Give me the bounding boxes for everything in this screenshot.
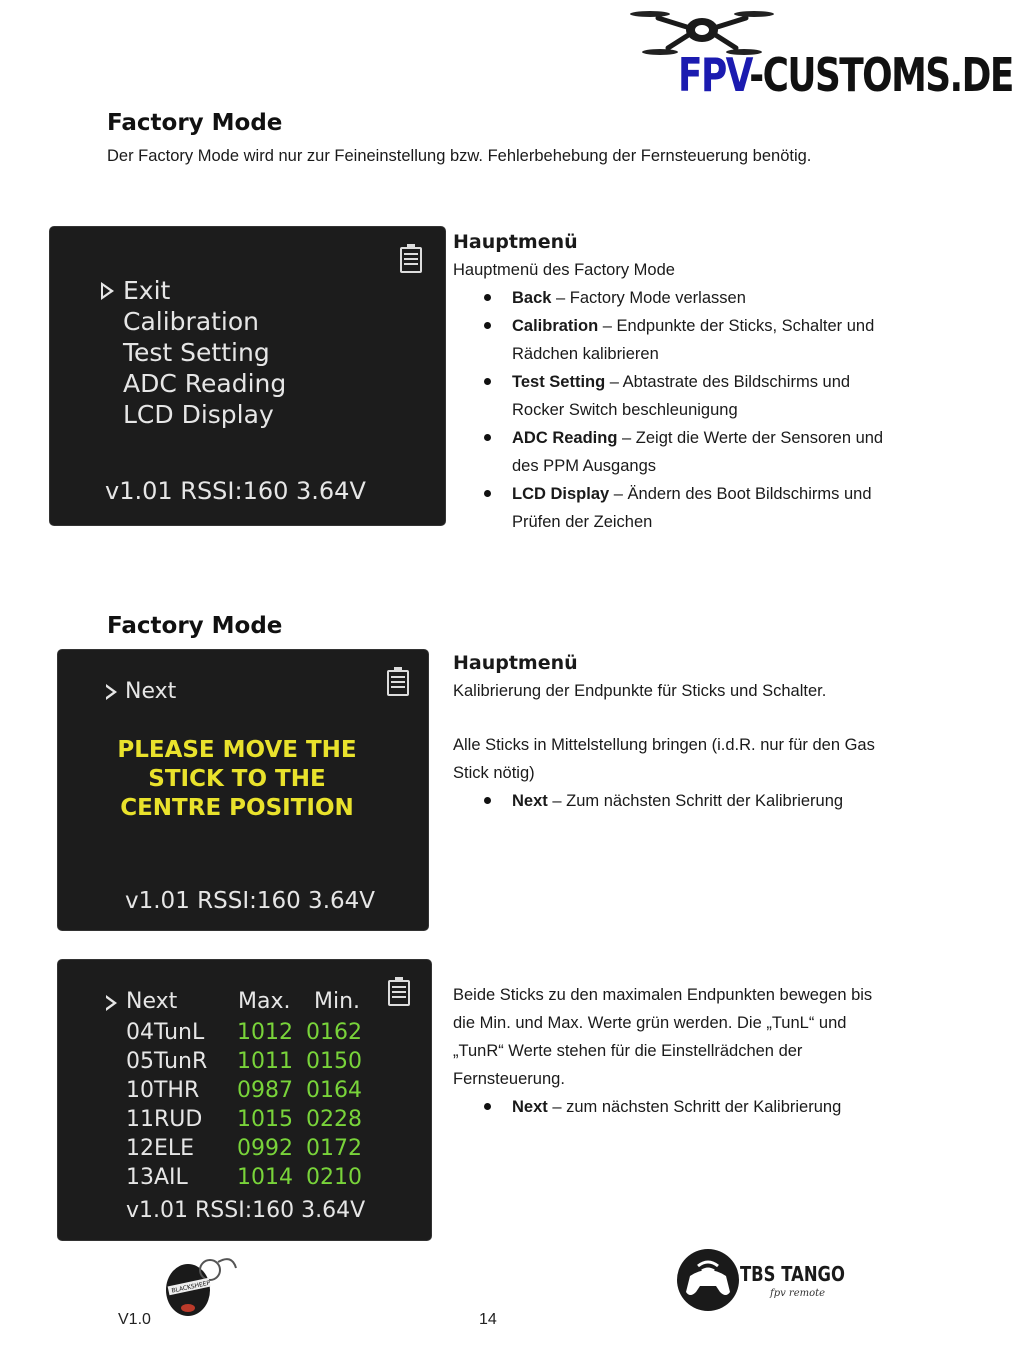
sheep-icon [150,1248,245,1328]
intro-text: Der Factory Mode wird nur zur Feineinstellung bzw. Fehlerbehebung der Fernsteuerung benötig. [107,147,812,165]
list-item: Test Setting – Abtastrate des Bildschirms und Rocker Switch beschleunigung [453,368,893,424]
min-value: 0150 [306,1049,362,1074]
subheading: Hauptmenü [453,231,578,253]
list-item: Calibration – Endpunkte der Sticks, Schalter und Rädchen kalibrieren [453,312,893,368]
channel-name: 05TunR [126,1049,208,1074]
lcd-min-values [306,1018,362,1192]
lcd-next: Next [125,679,177,704]
battery-icon [388,977,410,1005]
max-value: 0987 [237,1078,293,1103]
endpoint-description [453,981,893,1121]
section-title: Factory Mode [107,613,283,639]
paragraph: Alle Sticks in Mittelstellung bringen (i.d.R. nur für den Gas Stick nötig) [453,736,875,782]
tbs-title: TBS TANGO [740,1262,845,1286]
selection-arrow-icon [106,995,117,1011]
channel-name: 10THR [126,1078,200,1103]
lcd-header-max: Max. [238,989,291,1014]
lcd-max-values [237,1018,293,1192]
min-value: 0162 [306,1020,362,1045]
bullet-list [453,1093,893,1121]
tbs-subtitle: fpv remote [770,1288,826,1299]
page-number: 14 [479,1311,497,1328]
lcd-screen-main-menu [50,227,445,525]
lcd-menu-item: ADC Reading [123,369,287,398]
tbs-tango-logo [676,1246,846,1316]
lcd-menu-item: LCD Display [123,400,274,429]
min-value: 0228 [306,1107,362,1132]
min-value: 0210 [306,1165,362,1190]
lcd-header-min: Min. [314,989,361,1014]
lcd-menu-item: Test Setting [123,338,270,367]
lcd-channel-names [126,1018,207,1192]
main-menu-description [453,228,893,536]
subtitle: Hauptmenü des Factory Mode [453,261,675,279]
channel-name: 11RUD [126,1107,203,1132]
max-value: 0992 [237,1136,293,1161]
paragraph: Kalibrierung der Endpunkte für Sticks und Schalter. [453,682,827,700]
paragraph: Beide Sticks zu den maximalen Endpunkten bewegen bis die Min. und Max. Werte grün werden. Die „TunL“ und „TunR“ Werte stehen für die Einstellrädchen der Fernsteuerung. [453,986,873,1088]
lcd-status-line: v1.01 RSSI:160 3.64V [126,1198,366,1223]
max-value: 1015 [237,1107,293,1132]
subheading: Hauptmenü [453,652,578,674]
version-label: V1.0 [118,1311,151,1328]
max-value: 1014 [237,1165,293,1190]
battery-icon [400,244,422,272]
selection-arrow-icon [101,282,114,300]
lcd-status-line: v1.01 RSSI:160 3.64V [105,477,366,505]
min-value: 0172 [306,1136,362,1161]
fpv-customs-logo [628,0,1013,108]
svg-text:BLACKSHEEP: BLACKSHEEP [170,1279,211,1295]
selection-arrow-icon [106,684,117,700]
bullet-list [453,787,893,815]
max-value: 1012 [237,1020,293,1045]
lcd-menu-item: Exit [123,276,171,305]
bullet-list [453,284,893,536]
lcd-header-next: Next [126,989,178,1014]
min-value: 0164 [306,1078,362,1103]
list-item: Next – Zum nächsten Schritt der Kalibrierung [453,787,893,815]
list-item: Next – zum nächsten Schritt der Kalibrierung [453,1093,893,1121]
section-title: Factory Mode [107,110,283,136]
channel-name: 12ELE [126,1136,195,1161]
lcd-screen-endpoint-calibration [58,960,431,1240]
lcd-status-line: v1.01 RSSI:160 3.64V [125,888,376,914]
lcd-screen-center-calibration [58,650,428,930]
blacksheep-logo [150,1248,245,1328]
list-item: ADC Reading – Zeigt die Werte der Sensoren und des PPM Ausgangs [453,424,893,480]
calibration-description [453,649,893,815]
lcd-menu-item: Calibration [123,307,260,336]
lcd-instruction: PLEASE MOVE THE STICK TO THE CENTRE POSITION [117,737,357,821]
channel-name: 04TunL [126,1020,205,1045]
max-value: 1011 [237,1049,293,1074]
lcd-menu [123,275,286,430]
channel-name: 13AIL [126,1165,188,1190]
list-item: Back – Factory Mode verlassen [453,284,893,312]
logo-wordmark: FPV-CUSTOMS.DE [678,48,1013,102]
battery-icon [387,667,409,695]
list-item: LCD Display – Ändern des Boot Bildschirms und Prüfen der Zeichen [453,480,893,536]
controller-icon [676,1246,746,1316]
